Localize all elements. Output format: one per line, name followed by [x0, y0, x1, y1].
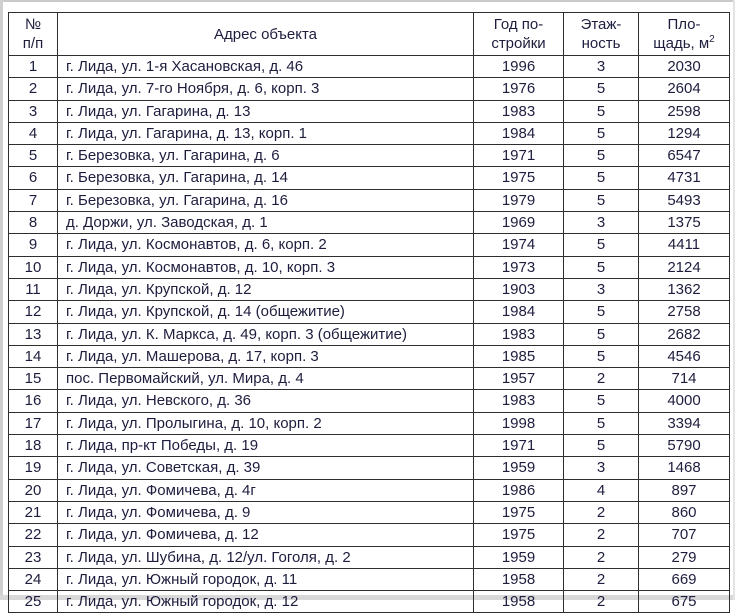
- cell-area: 714: [639, 368, 730, 390]
- cell-area: 4731: [639, 167, 730, 189]
- cell-floor-count: 5: [564, 78, 639, 100]
- header-floors-line2: ность: [581, 35, 621, 52]
- cell-year-built: 1957: [474, 368, 564, 390]
- cell-floor-count: 2: [564, 546, 639, 568]
- col-header-floors: [564, 13, 639, 56]
- cell-area: 1294: [639, 122, 730, 144]
- table-row: [9, 301, 730, 323]
- cell-area: 2758: [639, 301, 730, 323]
- table-row: [9, 256, 730, 278]
- cell-address: г. Лида, ул. Гагарина, д. 13, корп. 1: [58, 122, 474, 144]
- cell-floor-count: 5: [564, 390, 639, 412]
- cell-row-number: 18: [9, 435, 58, 457]
- header-number-line2: п/п: [22, 35, 44, 52]
- cell-year-built: 1984: [474, 301, 564, 323]
- table-row: [9, 591, 730, 613]
- cell-area: 1362: [639, 278, 730, 300]
- cell-row-number: 25: [9, 591, 58, 613]
- cell-year-built: 1983: [474, 390, 564, 412]
- cell-floor-count: 3: [564, 278, 639, 300]
- table-row: [9, 100, 730, 122]
- cell-area: 2604: [639, 78, 730, 100]
- cell-year-built: 1959: [474, 546, 564, 568]
- buildings-table: [8, 12, 730, 613]
- col-header-number: [9, 13, 58, 56]
- cell-area: 5790: [639, 435, 730, 457]
- cell-area: 860: [639, 501, 730, 523]
- table-row: [9, 234, 730, 256]
- cell-row-number: 8: [9, 212, 58, 234]
- cell-year-built: 1975: [474, 167, 564, 189]
- cell-floor-count: 5: [564, 345, 639, 367]
- cell-area: 675: [639, 591, 730, 613]
- cell-year-built: 1983: [474, 100, 564, 122]
- cell-floor-count: 5: [564, 189, 639, 211]
- cell-address: г. Лида, ул. Космонавтов, д. 10, корп. 3: [58, 256, 474, 278]
- cell-year-built: 1971: [474, 435, 564, 457]
- header-row: [9, 13, 730, 56]
- cell-year-built: 1985: [474, 345, 564, 367]
- cell-year-built: 1986: [474, 479, 564, 501]
- table-row: [9, 435, 730, 457]
- cell-row-number: 5: [9, 145, 58, 167]
- header-area-line1: Пло-: [667, 16, 701, 33]
- cell-area: 6547: [639, 145, 730, 167]
- col-header-address: Адрес объекта: [58, 13, 474, 56]
- cell-floor-count: 2: [564, 501, 639, 523]
- cell-address: г. Лида, ул. Машерова, д. 17, корп. 3: [58, 345, 474, 367]
- cell-row-number: 22: [9, 524, 58, 546]
- cell-address: г. Лида, ул. Гагарина, д. 13: [58, 100, 474, 122]
- table-row: [9, 278, 730, 300]
- cell-year-built: 1969: [474, 212, 564, 234]
- header-floors-line1: Этаж-: [580, 16, 622, 33]
- table-row: [9, 568, 730, 590]
- cell-row-number: 2: [9, 78, 58, 100]
- cell-address: пос. Первомайский, ул. Мира, д. 4: [58, 368, 474, 390]
- cell-area: 4000: [639, 390, 730, 412]
- cell-floor-count: 3: [564, 457, 639, 479]
- cell-address: г. Лида, ул. Космонавтов, д. 6, корп. 2: [58, 234, 474, 256]
- cell-address: г. Лида, пр-кт Победы, д. 19: [58, 435, 474, 457]
- cell-row-number: 17: [9, 412, 58, 434]
- table-row: [9, 412, 730, 434]
- cell-address: д. Доржи, ул. Заводская, д. 1: [58, 212, 474, 234]
- cell-area: 2124: [639, 256, 730, 278]
- cell-year-built: 1996: [474, 56, 564, 78]
- table-row: [9, 501, 730, 523]
- cell-year-built: 1984: [474, 122, 564, 144]
- cell-address: г. Лида, ул. Советская, д. 39: [58, 457, 474, 479]
- header-year-line2: стройки: [491, 35, 546, 52]
- cell-row-number: 10: [9, 256, 58, 278]
- cell-address: г. Лида, ул. Крупской, д. 14 (общежитие): [58, 301, 474, 323]
- cell-row-number: 13: [9, 323, 58, 345]
- cell-area: 3394: [639, 412, 730, 434]
- cell-address: г. Лида, ул. 1-я Хасановская, д. 46: [58, 56, 474, 78]
- cell-year-built: 1973: [474, 256, 564, 278]
- cell-area: 669: [639, 568, 730, 590]
- cell-row-number: 23: [9, 546, 58, 568]
- header-year-line1: Год по-: [493, 16, 544, 33]
- cell-address: г. Лида, ул. К. Маркса, д. 49, корп. 3 (общежитие): [58, 323, 474, 345]
- cell-year-built: 1975: [474, 501, 564, 523]
- cell-address: г. Лида, ул. Южный городок, д. 11: [58, 568, 474, 590]
- table-row: [9, 145, 730, 167]
- cell-area: 279: [639, 546, 730, 568]
- cell-year-built: 1974: [474, 234, 564, 256]
- cell-address: г. Лида, ул. Фомичева, д. 12: [58, 524, 474, 546]
- cell-floor-count: 4: [564, 479, 639, 501]
- cell-address: г. Березовка, ул. Гагарина, д. 14: [58, 167, 474, 189]
- cell-year-built: 1976: [474, 78, 564, 100]
- cell-row-number: 14: [9, 345, 58, 367]
- cell-year-built: 1959: [474, 457, 564, 479]
- cell-row-number: 15: [9, 368, 58, 390]
- table-row: [9, 323, 730, 345]
- table-row: [9, 78, 730, 100]
- cell-row-number: 12: [9, 301, 58, 323]
- cell-row-number: 7: [9, 189, 58, 211]
- cell-floor-count: 3: [564, 212, 639, 234]
- cell-row-number: 3: [9, 100, 58, 122]
- cell-floor-count: 5: [564, 167, 639, 189]
- cell-area: 4411: [639, 234, 730, 256]
- cell-area: 897: [639, 479, 730, 501]
- cell-year-built: 1975: [474, 524, 564, 546]
- cell-row-number: 6: [9, 167, 58, 189]
- cell-floor-count: 2: [564, 591, 639, 613]
- cell-floor-count: 2: [564, 568, 639, 590]
- header-area-superscript: 2: [709, 34, 715, 45]
- cell-floor-count: 5: [564, 256, 639, 278]
- cell-address: г. Лида, ул. Крупской, д. 12: [58, 278, 474, 300]
- cell-area: 2030: [639, 56, 730, 78]
- table-row: [9, 479, 730, 501]
- table-row: [9, 546, 730, 568]
- cell-row-number: 24: [9, 568, 58, 590]
- table-row: [9, 390, 730, 412]
- cell-floor-count: 5: [564, 100, 639, 122]
- cell-year-built: 1958: [474, 591, 564, 613]
- scan-edge-top: [0, 0, 735, 2]
- cell-year-built: 1958: [474, 568, 564, 590]
- cell-address: г. Лида, ул. Южный городок, д. 12: [58, 591, 474, 613]
- cell-address: г. Лида, ул. Фомичева, д. 4г: [58, 479, 474, 501]
- col-header-area: [639, 13, 730, 56]
- cell-area: 1375: [639, 212, 730, 234]
- header-area-line2: щадь, $м^2$: [653, 34, 715, 52]
- table-row: [9, 368, 730, 390]
- cell-row-number: 16: [9, 390, 58, 412]
- cell-address: г. Лида, ул. Пролыгина, д. 10, корп. 2: [58, 412, 474, 434]
- cell-address: г. Лида, ул. 7-го Ноября, д. 6, корп. 3: [58, 78, 474, 100]
- cell-floor-count: 2: [564, 524, 639, 546]
- cell-floor-count: 5: [564, 301, 639, 323]
- cell-floor-count: 5: [564, 412, 639, 434]
- table-row: [9, 122, 730, 144]
- scan-edge-left: [0, 0, 3, 600]
- cell-year-built: 1903: [474, 278, 564, 300]
- cell-area: 2598: [639, 100, 730, 122]
- cell-row-number: 11: [9, 278, 58, 300]
- cell-area: 1468: [639, 457, 730, 479]
- table-body: [9, 56, 730, 613]
- cell-floor-count: 5: [564, 234, 639, 256]
- cell-row-number: 21: [9, 501, 58, 523]
- cell-address: г. Березовка, ул. Гагарина, д. 16: [58, 189, 474, 211]
- cell-address: г. Лида, ул. Шубина, д. 12/ул. Гоголя, д. 2: [58, 546, 474, 568]
- cell-year-built: 1983: [474, 323, 564, 345]
- cell-floor-count: 5: [564, 145, 639, 167]
- col-header-year: [474, 13, 564, 56]
- cell-floor-count: 5: [564, 122, 639, 144]
- cell-area: 2682: [639, 323, 730, 345]
- cell-row-number: 1: [9, 56, 58, 78]
- cell-row-number: 19: [9, 457, 58, 479]
- cell-address: г. Лида, ул. Фомичева, д. 9: [58, 501, 474, 523]
- table-row: [9, 167, 730, 189]
- cell-year-built: 1971: [474, 145, 564, 167]
- cell-row-number: 4: [9, 122, 58, 144]
- cell-area: 707: [639, 524, 730, 546]
- cell-row-number: 20: [9, 479, 58, 501]
- cell-year-built: 1998: [474, 412, 564, 434]
- header-number-line1: №: [24, 16, 42, 33]
- cell-area: 5493: [639, 189, 730, 211]
- cell-floor-count: 3: [564, 56, 639, 78]
- cell-floor-count: 5: [564, 435, 639, 457]
- cell-row-number: 9: [9, 234, 58, 256]
- table-row: [9, 56, 730, 78]
- table-row: [9, 345, 730, 367]
- table-row: [9, 212, 730, 234]
- cell-address: г. Березовка, ул. Гагарина, д. 6: [58, 145, 474, 167]
- table-row: [9, 189, 730, 211]
- cell-address: г. Лида, ул. Невского, д. 36: [58, 390, 474, 412]
- cell-year-built: 1979: [474, 189, 564, 211]
- table-row: [9, 457, 730, 479]
- cell-floor-count: 5: [564, 323, 639, 345]
- cell-floor-count: 2: [564, 368, 639, 390]
- table-row: [9, 524, 730, 546]
- cell-area: 4546: [639, 345, 730, 367]
